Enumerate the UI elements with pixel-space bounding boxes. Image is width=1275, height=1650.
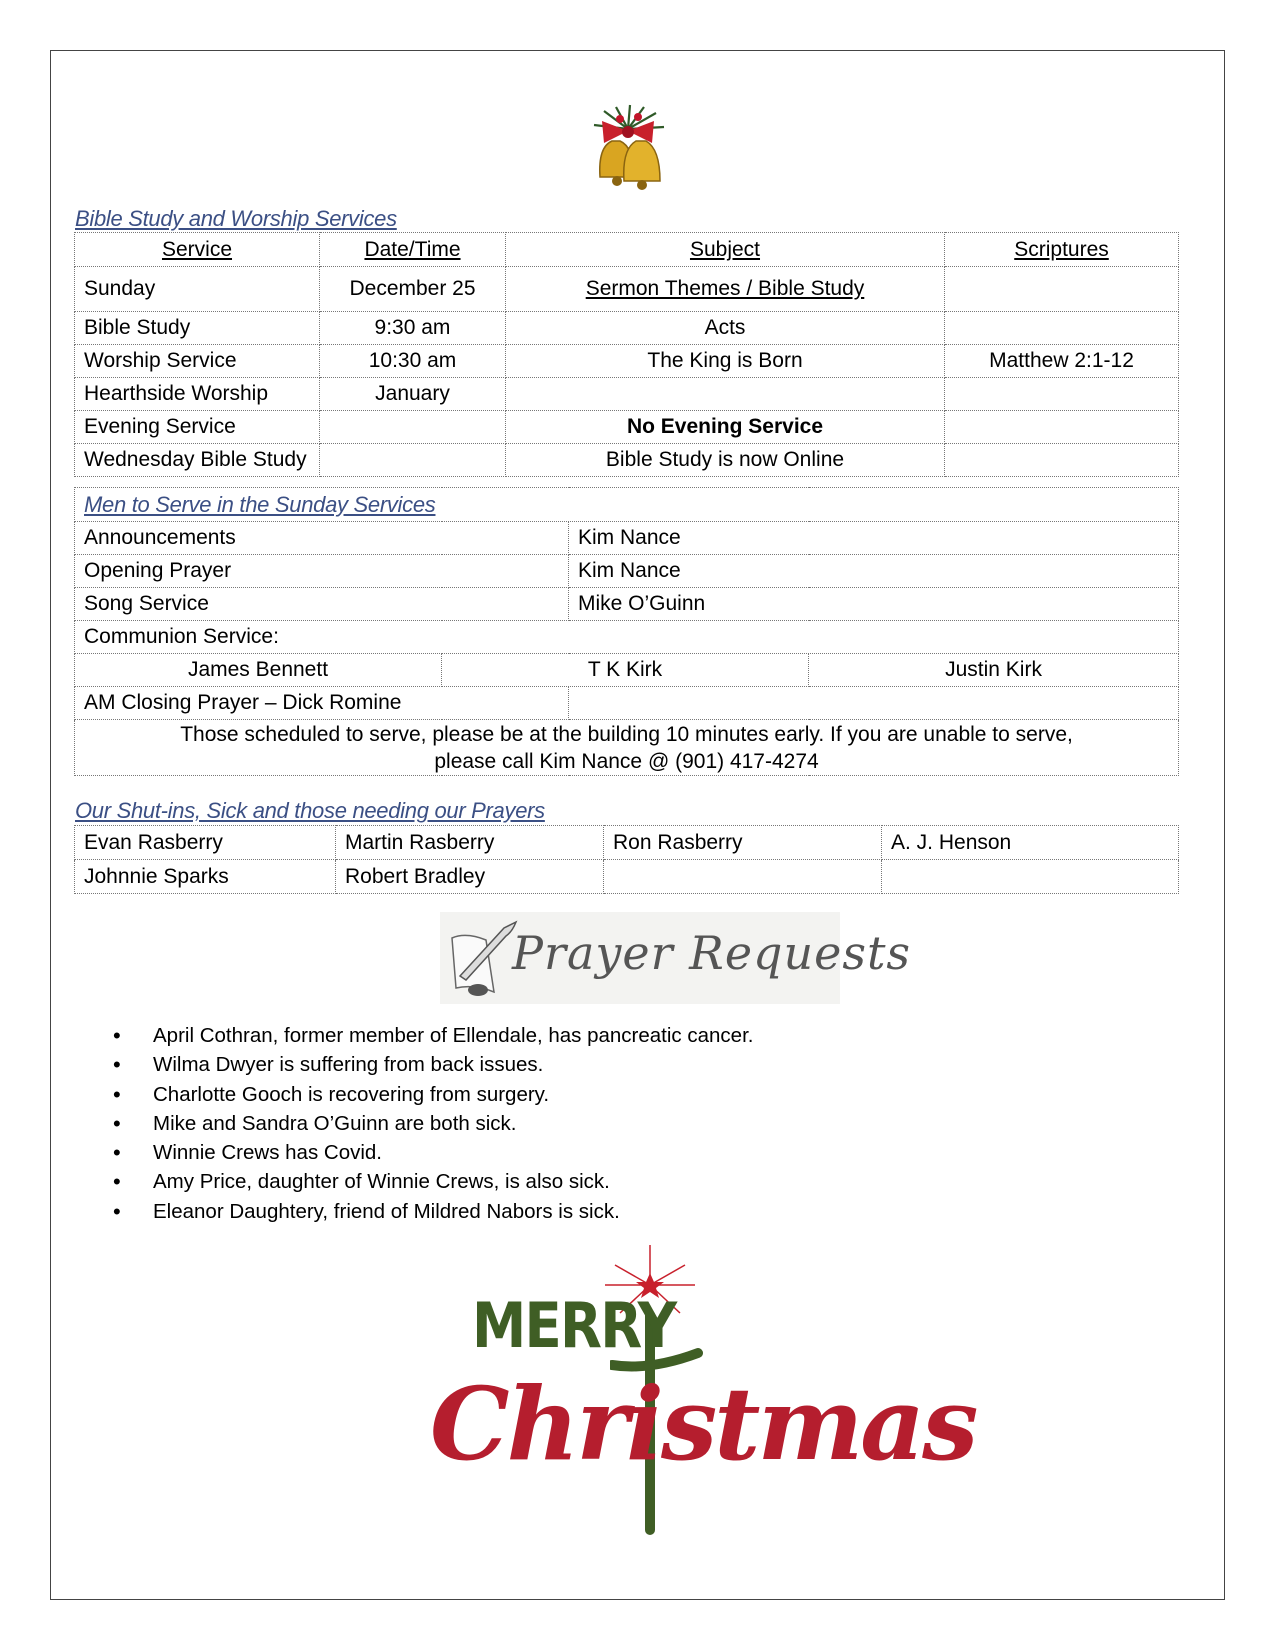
shutins-table (74, 825, 1179, 894)
table-row (75, 378, 1179, 411)
name-cell: Kim Nance (569, 522, 1179, 555)
service-cell: Worship Service (75, 345, 320, 378)
list-item: • Wilma Dwyer is suffering from back issues. (113, 1050, 753, 1079)
christmas-text: Christmas (430, 1365, 976, 1483)
communion-server: James Bennett (75, 654, 442, 687)
time-cell: 10:30 am (320, 345, 506, 378)
empty-cell (569, 687, 1179, 720)
name-cell: Kim Nance (569, 555, 1179, 588)
shutin-name: Robert Bradley (336, 860, 604, 894)
scripture-cell (945, 444, 1179, 477)
serve-note-line2: please call Kim Nance @ (901) 417-4274 (434, 749, 819, 773)
scripture-cell (945, 378, 1179, 411)
table-row (75, 555, 1179, 588)
worship-section-title: Bible Study and Worship Services (75, 206, 397, 231)
time-cell: January (320, 378, 506, 411)
merry-christmas-art (430, 1245, 976, 1535)
shutin-name: Johnnie Sparks (75, 860, 336, 894)
time-cell (320, 411, 506, 444)
merry-text: MERRY (472, 1289, 676, 1362)
closing-prayer: AM Closing Prayer – Dick Romine (75, 687, 569, 720)
serve-note-line1: Those scheduled to serve, please be at the building 10 minutes early. If you are unable to serve, (180, 722, 1073, 746)
header-subject: Subject (506, 233, 945, 267)
role-cell: Song Service (75, 588, 569, 621)
scripture-cell (945, 267, 1179, 312)
communion-row (75, 654, 1179, 687)
communion-server: T K Kirk (442, 654, 809, 687)
table-row (75, 860, 1179, 894)
subject-cell: The King is Born (506, 345, 945, 378)
header-date-time: Date/Time (320, 233, 506, 267)
prayer-request-list (113, 1021, 753, 1226)
christmas-bells-icon (582, 103, 674, 199)
shutins-section-title: Our Shut-ins, Sick and those needing our Prayers (75, 798, 545, 823)
subject-cell: No Evening Service (506, 411, 945, 444)
name-cell: Mike O’Guinn (569, 588, 1179, 621)
list-item: • Amy Price, daughter of Winnie Crews, is also sick. (113, 1167, 753, 1196)
table-row (75, 826, 1179, 860)
prayer-requests-heading: Prayer Requests (512, 926, 912, 980)
service-cell: Sunday (75, 267, 320, 312)
servers-table (74, 487, 1179, 776)
shutin-name: Evan Rasberry (75, 826, 336, 860)
serve-note (75, 720, 1179, 776)
prayer-requests-banner (440, 912, 912, 1004)
shutin-name (882, 860, 1179, 894)
subject-cell (506, 378, 945, 411)
subject-cell: Acts (506, 312, 945, 345)
header-scriptures: Scriptures (945, 233, 1179, 267)
shutin-name: Martin Rasberry (336, 826, 604, 860)
table-row (75, 312, 1179, 345)
shutin-name: A. J. Henson (882, 826, 1179, 860)
scripture-cell (945, 411, 1179, 444)
service-cell: Wednesday Bible Study (75, 444, 320, 477)
shutin-name (604, 860, 882, 894)
service-cell: Hearthside Worship (75, 378, 320, 411)
service-cell: Bible Study (75, 312, 320, 345)
list-item: • Charlotte Gooch is recovering from surgery. (113, 1080, 753, 1109)
list-item: • Winnie Crews has Covid. (113, 1138, 753, 1167)
header-service: Service (75, 233, 320, 267)
communion-server: Justin Kirk (809, 654, 1179, 687)
list-item: • Eleanor Daughtery, friend of Mildred Nabors is sick. (113, 1197, 753, 1226)
table-row (75, 444, 1179, 477)
list-item: • April Cothran, former member of Ellendale, has pancreatic cancer. (113, 1021, 753, 1050)
table-row (75, 345, 1179, 378)
worship-schedule-table (74, 232, 1179, 477)
shutin-name: Ron Rasberry (604, 826, 882, 860)
time-cell (320, 444, 506, 477)
list-item: • Mike and Sandra O’Guinn are both sick. (113, 1109, 753, 1138)
subject-cell: Bible Study is now Online (506, 444, 945, 477)
table-row (75, 588, 1179, 621)
servers-section-title: Men to Serve in the Sunday Services (75, 488, 1179, 522)
subject-cell: Sermon Themes / Bible Study (506, 267, 945, 312)
service-cell: Evening Service (75, 411, 320, 444)
time-cell: 9:30 am (320, 312, 506, 345)
role-cell: Announcements (75, 522, 569, 555)
time-cell: December 25 (320, 267, 506, 312)
quill-paper-icon (446, 918, 522, 998)
communion-label: Communion Service: (75, 621, 1179, 654)
scripture-cell (945, 312, 1179, 345)
table-row (75, 522, 1179, 555)
table-row (75, 267, 1179, 312)
scripture-cell: Matthew 2:1-12 (945, 345, 1179, 378)
table-row (75, 411, 1179, 444)
role-cell: Opening Prayer (75, 555, 569, 588)
